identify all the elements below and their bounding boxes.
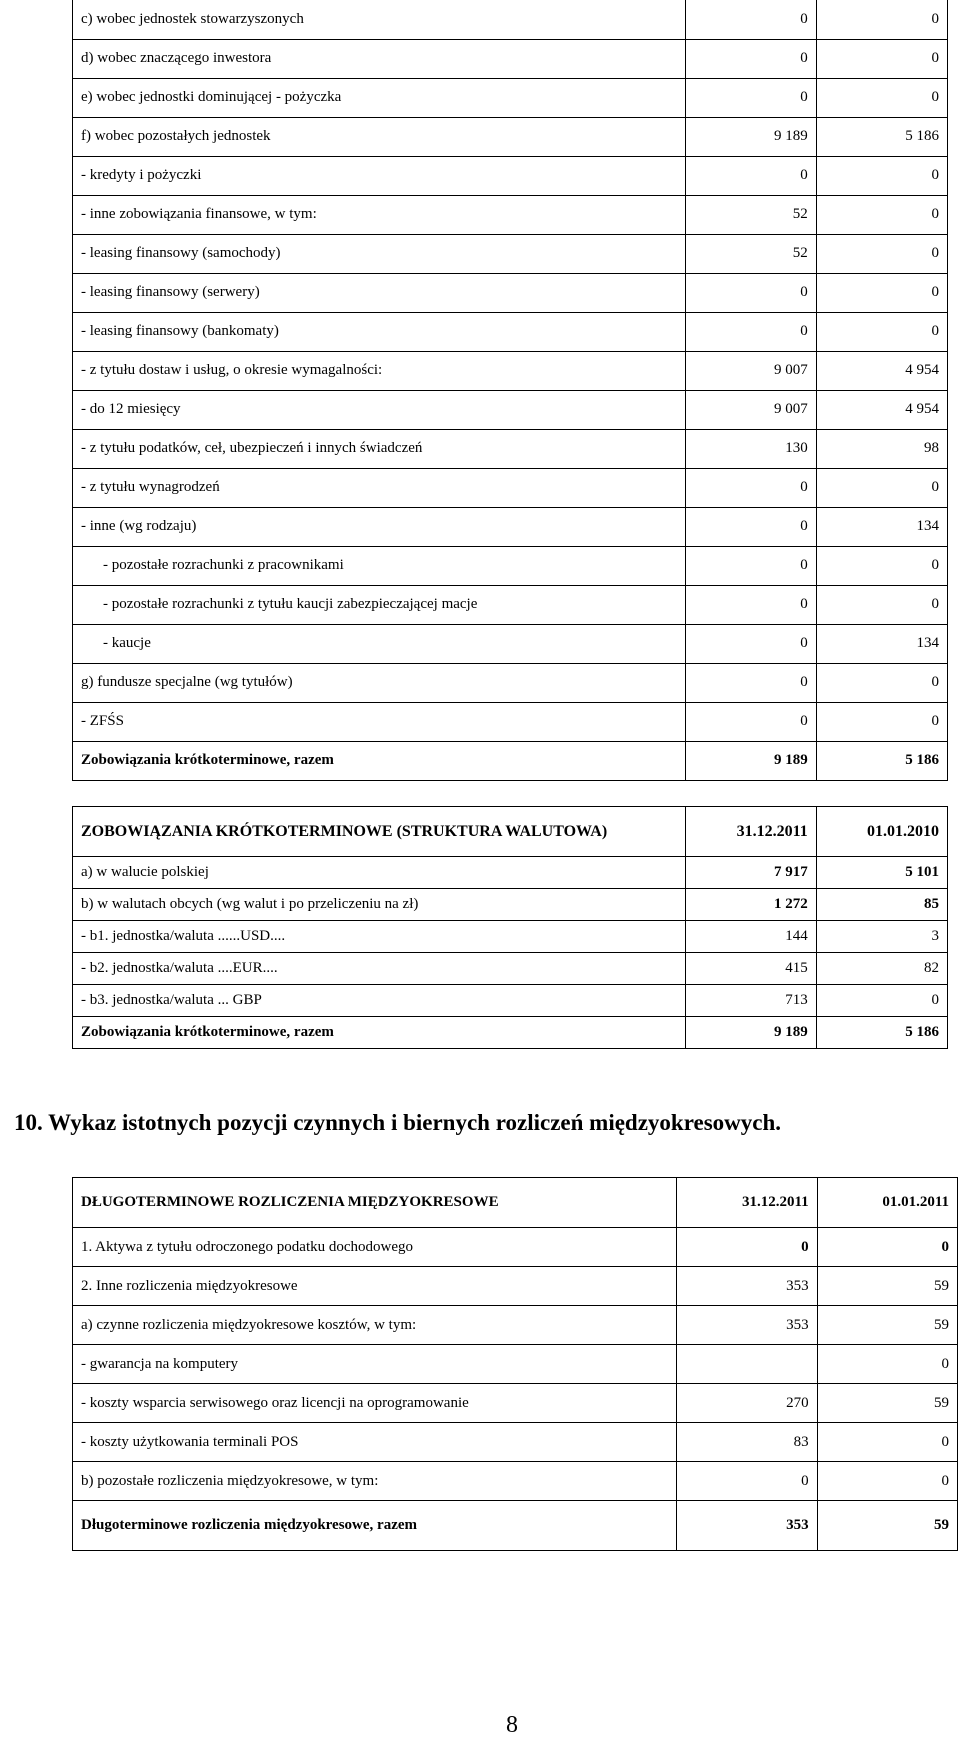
value-2010: 134 <box>816 507 947 546</box>
row-label: Długoterminowe rozliczenia międzyokresowe, razem <box>73 1501 677 1551</box>
value-2011: 9 189 <box>685 741 816 780</box>
table-row <box>73 312 948 351</box>
value-2011: 52 <box>685 234 816 273</box>
table-row <box>73 390 948 429</box>
value-2010: 4 954 <box>816 351 947 390</box>
table-row <box>73 857 948 889</box>
total-row <box>73 741 948 780</box>
section-heading: 10. Wykaz istotnych pozycji czynnych i biernych rozliczeń międzyokresowych. <box>14 1110 782 1135</box>
value-2011: 144 <box>685 921 816 953</box>
table-row <box>73 273 948 312</box>
row-label: - z tytułu podatków, ceł, ubezpieczeń i innych świadczeń <box>73 429 686 468</box>
table-row <box>73 195 948 234</box>
value-2011: 9 007 <box>685 390 816 429</box>
value-2011: 0 <box>685 702 816 741</box>
value-2010: 0 <box>816 78 947 117</box>
value-2010: 0 <box>816 273 947 312</box>
table-row <box>73 889 948 921</box>
table-row <box>73 702 948 741</box>
value-2011: 353 <box>677 1267 817 1306</box>
table-row <box>73 953 948 985</box>
table-header-row <box>73 1178 958 1228</box>
value-2010: 0 <box>816 702 947 741</box>
value-2010: 0 <box>816 468 947 507</box>
value-2010: 98 <box>816 429 947 468</box>
value-2011: 353 <box>677 1306 817 1345</box>
table-row <box>73 663 948 702</box>
value-2011: 1 272 <box>685 889 816 921</box>
table-row <box>73 921 948 953</box>
value-2010: 0 <box>816 0 947 39</box>
table-row <box>73 468 948 507</box>
row-label: d) wobec znaczącego inwestora <box>73 39 686 78</box>
table-row <box>73 429 948 468</box>
value-2010: 5 101 <box>816 857 947 889</box>
currency-structure-table <box>72 806 948 1049</box>
table-row <box>73 546 948 585</box>
row-label: - inne (wg rodzaju) <box>73 507 686 546</box>
value-2011: 0 <box>685 468 816 507</box>
row-label: - gwarancja na komputery <box>73 1345 677 1384</box>
value-2011: 0 <box>677 1228 817 1267</box>
table-row <box>73 39 948 78</box>
row-label: c) wobec jednostek stowarzyszonych <box>73 0 686 39</box>
value-2010: 3 <box>816 921 947 953</box>
table-row <box>73 0 948 39</box>
table-row <box>73 1267 958 1306</box>
table-row <box>73 624 948 663</box>
value-2010: 5 186 <box>816 117 947 156</box>
table-row <box>73 1228 958 1267</box>
row-label: - kaucje <box>73 624 686 663</box>
value-2010: 59 <box>817 1384 957 1423</box>
table-row <box>73 156 948 195</box>
row-label: - inne zobowiązania finansowe, w tym: <box>73 195 686 234</box>
value-2010: 0 <box>816 985 947 1017</box>
row-label: - ZFŚS <box>73 702 686 741</box>
value-2010: 0 <box>816 234 947 273</box>
header-date-1: 31.12.2011 <box>685 807 816 857</box>
value-2010: 85 <box>816 889 947 921</box>
table-row <box>73 78 948 117</box>
row-label: a) czynne rozliczenia międzyokresowe kosztów, w tym: <box>73 1306 677 1345</box>
value-2011: 7 917 <box>685 857 816 889</box>
value-2010: 0 <box>816 312 947 351</box>
value-2010: 59 <box>817 1267 957 1306</box>
value-2010: 0 <box>816 585 947 624</box>
value-2010: 0 <box>816 156 947 195</box>
table-row <box>73 234 948 273</box>
total-row <box>73 1017 948 1049</box>
value-2011: 0 <box>685 273 816 312</box>
value-2011: 270 <box>677 1384 817 1423</box>
value-2011: 0 <box>685 39 816 78</box>
row-label: - leasing finansowy (samochody) <box>73 234 686 273</box>
row-label: - z tytułu wynagrodzeń <box>73 468 686 507</box>
row-label: a) w walucie polskiej <box>73 857 686 889</box>
value-2011: 52 <box>685 195 816 234</box>
value-2010: 0 <box>817 1462 957 1501</box>
row-label: 2. Inne rozliczenia międzyokresowe <box>73 1267 677 1306</box>
header-date-2: 01.01.2011 <box>817 1178 957 1228</box>
value-2011: 0 <box>685 585 816 624</box>
row-label: - z tytułu dostaw i usług, o okresie wymagalności: <box>73 351 686 390</box>
value-2010: 0 <box>817 1423 957 1462</box>
table-row <box>73 1423 958 1462</box>
value-2010: 5 186 <box>816 1017 947 1049</box>
row-label: - pozostałe rozrachunki z pracownikami <box>73 546 686 585</box>
value-2010: 0 <box>816 663 947 702</box>
value-2011: 0 <box>685 312 816 351</box>
value-2011: 0 <box>677 1462 817 1501</box>
row-label: - koszty użytkowania terminali POS <box>73 1423 677 1462</box>
row-label: 1. Aktywa z tytułu odroczonego podatku dochodowego <box>73 1228 677 1267</box>
value-2011 <box>677 1345 817 1384</box>
value-2011: 83 <box>677 1423 817 1462</box>
header-date-2: 01.01.2010 <box>816 807 947 857</box>
value-2010: 59 <box>817 1501 957 1551</box>
row-label: - kredyty i pożyczki <box>73 156 686 195</box>
header-date-1: 31.12.2011 <box>677 1178 817 1228</box>
value-2010: 0 <box>817 1228 957 1267</box>
table-row <box>73 117 948 156</box>
value-2011: 0 <box>685 507 816 546</box>
row-label: Zobowiązania krótkoterminowe, razem <box>73 1017 686 1049</box>
short-term-liabilities-table <box>72 0 948 781</box>
row-label: - koszty wsparcia serwisowego oraz licencji na oprogramowanie <box>73 1384 677 1423</box>
row-label: - pozostałe rozrachunki z tytułu kaucji zabezpieczającej macje <box>73 585 686 624</box>
table-row <box>73 985 948 1017</box>
value-2010: 82 <box>816 953 947 985</box>
value-2011: 0 <box>685 663 816 702</box>
value-2011: 0 <box>685 0 816 39</box>
row-label: - b3. jednostka/waluta ... GBP <box>73 985 686 1017</box>
row-label: b) pozostałe rozliczenia międzyokresowe, w tym: <box>73 1462 677 1501</box>
table-header-row <box>73 807 948 857</box>
table-row <box>73 1306 958 1345</box>
value-2010: 59 <box>817 1306 957 1345</box>
value-2011: 9 007 <box>685 351 816 390</box>
table-row <box>73 351 948 390</box>
value-2010: 134 <box>816 624 947 663</box>
value-2011: 353 <box>677 1501 817 1551</box>
row-label: - b1. jednostka/waluta ......USD.... <box>73 921 686 953</box>
row-label: - leasing finansowy (bankomaty) <box>73 312 686 351</box>
value-2010: 0 <box>816 195 947 234</box>
value-2011: 130 <box>685 429 816 468</box>
value-2010: 0 <box>816 39 947 78</box>
value-2010: 4 954 <box>816 390 947 429</box>
value-2011: 713 <box>685 985 816 1017</box>
value-2011: 9 189 <box>685 117 816 156</box>
page-number: 8 <box>506 1712 518 1738</box>
table-row <box>73 1384 958 1423</box>
header-label: DŁUGOTERMINOWE ROZLICZENIA MIĘDZYOKRESOWE <box>73 1178 677 1228</box>
row-label: b) w walutach obcych (wg walut i po przeliczeniu na zł) <box>73 889 686 921</box>
table-row <box>73 507 948 546</box>
row-label: - b2. jednostka/waluta ....EUR.... <box>73 953 686 985</box>
long-term-accruals-table <box>72 1177 958 1551</box>
table-row <box>73 585 948 624</box>
value-2011: 0 <box>685 624 816 663</box>
value-2011: 415 <box>685 953 816 985</box>
value-2010: 5 186 <box>816 741 947 780</box>
total-row <box>73 1501 958 1551</box>
row-label: Zobowiązania krótkoterminowe, razem <box>73 741 686 780</box>
value-2011: 9 189 <box>685 1017 816 1049</box>
value-2011: 0 <box>685 78 816 117</box>
row-label: - do 12 miesięcy <box>73 390 686 429</box>
value-2011: 0 <box>685 546 816 585</box>
header-label: ZOBOWIĄZANIA KRÓTKOTERMINOWE (STRUKTURA WALUTOWA) <box>73 807 686 857</box>
value-2010: 0 <box>816 546 947 585</box>
row-label: e) wobec jednostki dominującej - pożyczka <box>73 78 686 117</box>
value-2010: 0 <box>817 1345 957 1384</box>
table-row <box>73 1345 958 1384</box>
table-row <box>73 1462 958 1501</box>
row-label: - leasing finansowy (serwery) <box>73 273 686 312</box>
row-label: f) wobec pozostałych jednostek <box>73 117 686 156</box>
row-label: g) fundusze specjalne (wg tytułów) <box>73 663 686 702</box>
value-2011: 0 <box>685 156 816 195</box>
